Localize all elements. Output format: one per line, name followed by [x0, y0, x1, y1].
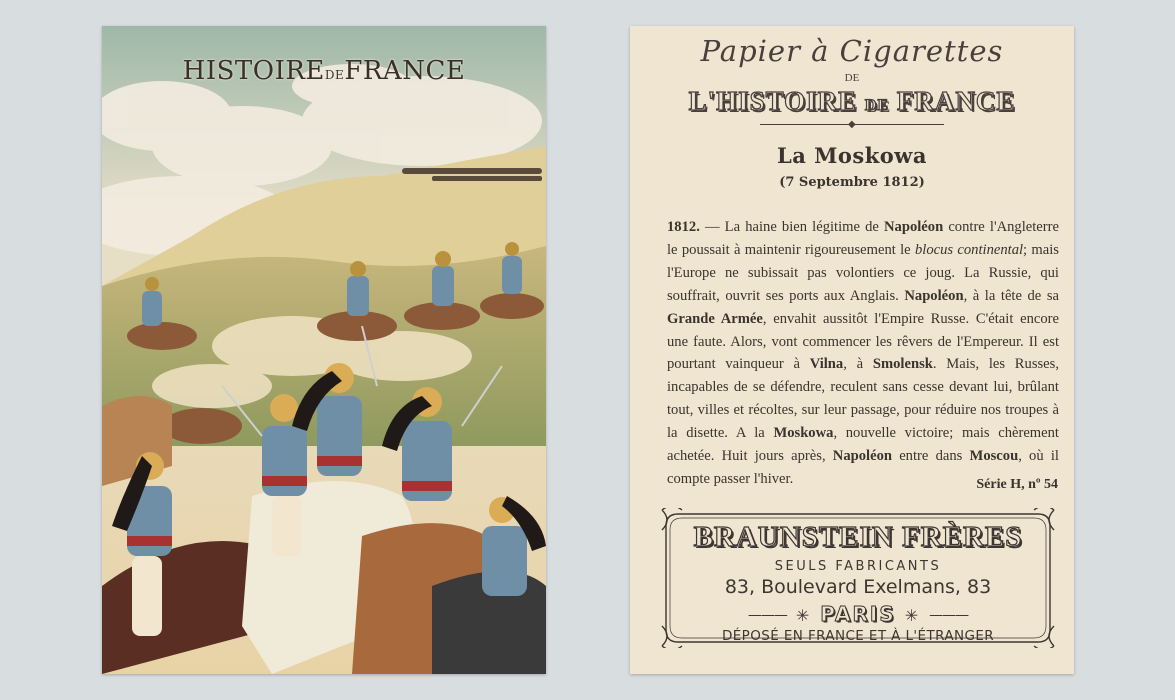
bold-term: 1812.	[667, 219, 700, 235]
text-segment: ; mais l'Europe ne subissait pas volontiers ce joug. La Russie, qui souffrait, ouvrit ses ports aux Anglais.	[667, 241, 1059, 304]
dash-ornament-left: ———	[747, 607, 787, 624]
text-segment: contre l'Angleterre le poussait à maintenir rigoureusement le	[667, 219, 1059, 258]
battle-illustration	[102, 26, 546, 674]
publisher-cartouche	[660, 508, 1056, 648]
subject-date: (7 Septembre 1812)	[779, 175, 925, 190]
bold-term: Smolensk	[872, 356, 933, 373]
publisher-city-row	[660, 602, 1056, 626]
publisher-city: PARIS	[820, 602, 896, 626]
text-segment: , à la tête de sa	[963, 287, 1059, 304]
subject-title: La Moskowa	[776, 143, 927, 168]
bold-term: Moscou	[969, 448, 1019, 465]
text-segment: , à	[843, 356, 873, 373]
header-france: FRANCE	[896, 86, 1016, 116]
back-card	[630, 26, 1074, 674]
series-number: Série H, nº 54	[976, 477, 1058, 492]
paragraph-text	[667, 216, 1059, 491]
header-de-small: DE	[864, 97, 890, 114]
bold-term: Napoléon	[904, 287, 964, 304]
publisher-role: SEULS FABRICANTS	[774, 559, 942, 574]
history-paragraph	[667, 216, 1059, 491]
publisher-address: 83, Boulevard Exelmans, 83	[724, 576, 992, 598]
header-histoire-de-france	[630, 86, 1074, 117]
title-histoire: HISTOIRE	[182, 56, 325, 86]
text-segment: entre dans	[892, 448, 970, 465]
text-segment: . Mais, les Russes, incapables de se défendre, reculent sans cesse devant lui, brûlant tout, villes et récoltes, sur leur passage, pour réduire nos troupes à la disette. A la	[667, 356, 1059, 442]
star-ornament-left: ✳	[795, 606, 812, 625]
star-ornament-right: ✳	[904, 606, 921, 625]
text-segment: , nouvelle victoire; mais chèrement achetée. Huit jours après,	[667, 425, 1059, 465]
front-title	[102, 56, 546, 86]
text-segment: , où il compte passer l'hiver.	[667, 448, 1059, 487]
dash-ornament-right: ———	[929, 607, 969, 624]
italic-term: blocus continental	[914, 241, 1024, 258]
bold-term: Moskowa	[773, 425, 834, 442]
text-segment: , envahit aussitôt l'Empire Russe. C'était encore une faute. Alors, vont commencer les rêvers de l'Empereur. Il est pourtant vainqueur à	[667, 310, 1059, 373]
publisher-note: DÉPOSÉ EN FRANCE ET À L'ÉTRANGER	[721, 628, 995, 644]
header-ornament: ◆	[848, 119, 856, 130]
title-de: DE	[324, 68, 345, 82]
header-papier-a-cigarettes: Papier à Cigarettes	[700, 34, 1004, 68]
publisher-name: BRAUNSTEIN FRÈRES	[693, 521, 1023, 553]
front-card	[102, 26, 546, 674]
header-histoire: L'HISTOIRE	[688, 86, 858, 116]
bold-term: Grande Armée	[667, 310, 763, 327]
header-de: DE	[844, 72, 860, 84]
text-segment: — La haine bien légitime de	[699, 219, 884, 235]
bold-term: Napoléon	[884, 219, 944, 235]
title-france: FRANCE	[344, 56, 466, 86]
bold-term: Vilna	[809, 356, 844, 373]
bold-term: Napoléon	[832, 448, 892, 465]
